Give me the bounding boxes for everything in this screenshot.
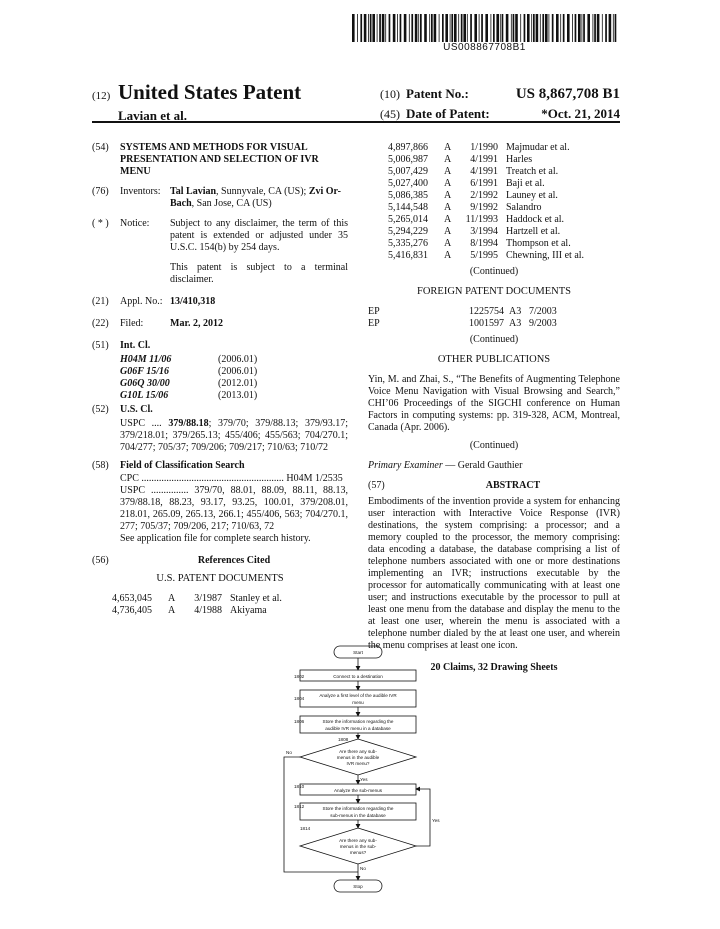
ref-date: 5/1995 — [470, 250, 498, 261]
ref-number: 5,416,831 — [388, 250, 428, 261]
ref-number: 5,006,987 — [388, 154, 428, 165]
foreign-heading: FOREIGN PATENT DOCUMENTS — [416, 286, 572, 297]
appl-no: 13/410,318 — [170, 296, 216, 307]
header-rule — [92, 121, 620, 123]
ref-name: Treatch et al. — [506, 166, 559, 177]
ref-date: 4/1991 — [470, 166, 498, 177]
see-application: See application file for complete search history. — [120, 533, 311, 544]
field-58 — [92, 460, 348, 472]
foreign-row — [368, 318, 620, 330]
ref-name: Harles — [506, 154, 533, 165]
step-1810-label: Analyze the sub-menus — [333, 788, 383, 793]
stop-label: Stop — [353, 884, 363, 889]
uspc-search-line: USPC ............... 379/70, 88.01, 88.09, 88.11, 88.13, 379/88.18, 88.23, 93.17, 93.25, 100.01, 379/208.01, 218.01, 265.09, 265.13, 266.1; 455/406, 563; 704/270.1, 277; 705/37; 709/206, 217; 710/63, 72 — [120, 485, 348, 532]
notice-text — [170, 218, 348, 286]
field-code: (58) — [92, 460, 109, 471]
int-cl-row — [120, 366, 348, 378]
ref-number: 4,897,866 — [388, 142, 428, 153]
field-51 — [92, 340, 348, 352]
int-cl-year: (2006.01) — [218, 354, 258, 365]
ref-number: 5,027,400 — [388, 178, 428, 189]
field-code: (54) — [92, 142, 109, 153]
reference-row — [388, 238, 620, 250]
us-docs-heading: U.S. PATENT DOCUMENTS — [156, 573, 284, 584]
ref-number: 5,294,229 — [388, 226, 428, 237]
ref-name: Salandro — [506, 202, 542, 213]
field-code: (21) — [92, 296, 109, 307]
examiner-name: — Gerald Gauthier — [442, 460, 523, 471]
foreign-row — [368, 306, 620, 318]
right-column — [368, 142, 620, 674]
filed-label: Filed: — [120, 318, 144, 329]
step-1804-label: menu — [352, 700, 364, 705]
ref-1806: 1806 — [294, 719, 305, 724]
reference-row — [388, 190, 620, 202]
ref-date: 2/1992 — [470, 190, 498, 201]
ref-name: Chewning, III et al. — [506, 250, 585, 261]
inventor-location: , San Jose, CA (US) — [191, 198, 272, 209]
field-code: ( * ) — [92, 218, 109, 229]
kind-code: (12) — [92, 90, 111, 102]
ref-number: 4,653,045 — [112, 593, 152, 604]
step-1802-label: Connect to a destination — [333, 674, 383, 679]
reference-row — [112, 605, 348, 617]
ref-kind: A — [444, 250, 452, 261]
int-cl-class: G10L 15/06 — [120, 390, 169, 401]
header-right — [380, 86, 620, 125]
examiner-label: Primary Examiner — [368, 460, 443, 471]
examiner — [368, 460, 620, 472]
refs-right — [388, 142, 620, 262]
field-code: (57) — [368, 480, 385, 491]
fp-country: EP — [368, 306, 380, 317]
start-label: Start — [353, 650, 363, 655]
ref-date: 11/1993 — [465, 214, 498, 225]
fp-country: EP — [368, 318, 380, 329]
step-1806-label: Store the information regarding the — [322, 719, 394, 724]
yes-label: Yes — [432, 818, 440, 823]
ref-number: 5,265,014 — [388, 214, 428, 225]
int-cl-year: (2012.01) — [218, 378, 258, 389]
ref-name: Majmudar et al. — [506, 142, 570, 153]
ref-1812: 1812 — [294, 804, 305, 809]
ref-kind: A — [444, 190, 452, 201]
step-1806-label: audible IVR menu in a database — [325, 726, 391, 731]
abstract-text: Embodiments of the invention provide a system for enhancing user interaction with Interactive Voice Response (IVR) destinations, the system comprising: a processor; and a memory coupled to the processor, the memory comprising: data encoding a database, the database comprising a list of telephone numbers associated with one or more destinations implementing an IVR; instructions executable by the processor for automatically communicating with at least one user; and instructions executable by the processor to pull at least one menu from the database and display the menu to the at least one user, wherein the menu is associated with a telephone number dialed by the at least one user, and wherein the menu comprises at least one icon. — [368, 496, 620, 651]
ref-1808: 1808 — [338, 737, 349, 742]
no-label: No — [286, 750, 292, 755]
appl-no-label: Appl. No.: — [120, 296, 163, 307]
reference-row — [388, 202, 620, 214]
int-cl-row — [120, 354, 348, 366]
uspc-main: 379/88.18 — [168, 418, 209, 429]
ref-1810: 1810 — [294, 784, 305, 789]
us-cl-label: U.S. Cl. — [120, 404, 153, 415]
date-label: Date of Patent: — [406, 106, 490, 121]
ref-date: 4/1991 — [470, 154, 498, 165]
step-1812-label: sub-menus in the database — [330, 813, 386, 818]
ref-date: 3/1987 — [194, 593, 222, 604]
int-cl-class: G06Q 30/00 — [120, 378, 170, 389]
ref-date: 6/1991 — [470, 178, 498, 189]
ref-number: 5,144,548 — [388, 202, 428, 213]
abstract-label: ABSTRACT — [485, 480, 541, 491]
references-label: References Cited — [197, 555, 271, 566]
ref-kind: A — [444, 154, 452, 165]
search-fields — [120, 473, 348, 533]
field-21 — [92, 296, 348, 308]
ref-name: Launey et al. — [506, 190, 558, 201]
ref-number: 5,335,276 — [388, 238, 428, 249]
reference-row — [388, 226, 620, 238]
cpc-line: CPC ......................................................... H04M 1/2535 — [120, 473, 343, 484]
step-1814-label: Are there any sub- — [339, 838, 377, 843]
authors: Lavian et al. — [118, 108, 187, 123]
step-1804-label: Analyze a first level of the audible IVR — [319, 693, 397, 698]
other-pubs-text: Yin, M. and Zhai, S., “The Benefits of Augmenting Telephone Voice Menu Navigation with Visual Browsing and Search,” CHI’06 Proceedings of the SIGCHI conference on Human Factors in computing systems: pp. 319-328, ACM, Montreal, Canada (Apr. 2006). — [368, 374, 620, 433]
continued: (Continued) — [469, 334, 519, 345]
reference-row — [388, 250, 620, 262]
step-1808-label: Are there any sub- — [339, 749, 377, 754]
claims-summary: 20 Claims, 32 Drawing Sheets — [430, 662, 558, 673]
ref-1804: 1804 — [294, 696, 305, 701]
yes-label: Yes — [360, 777, 368, 782]
field-22 — [92, 318, 348, 330]
ref-name: Baji et al. — [506, 178, 545, 189]
left-column — [92, 142, 348, 617]
ref-number: 4,736,405 — [112, 605, 152, 616]
ref-date: 8/1994 — [470, 238, 498, 249]
notice-text-1: Subject to any disclaimer, the term of this patent is extended or adjusted under 35 U.S.C. 154(b) by 254 days. — [170, 218, 348, 253]
inventor-name: Zvi Or-Bach — [170, 186, 341, 209]
ref-kind: A — [444, 142, 452, 153]
field-76 — [92, 186, 348, 210]
int-cl-year: (2013.01) — [218, 390, 258, 401]
inventors — [170, 186, 348, 210]
ref-name: Stanley et al. — [230, 593, 282, 604]
int-cl-row — [120, 378, 348, 390]
foreign-list — [368, 306, 620, 330]
fp-date: 7/2003 — [529, 306, 557, 317]
field-code: (22) — [92, 318, 109, 329]
uspc-rest: ; 379/70; 379/88.13; 379/93.17; 379/218.01; 379/265.13; 455/406; 455/563; 704/270.1; 704/277; 705/37; 709/206; 709/217; 710/63; 710/72 — [120, 418, 349, 453]
step-1814-label: menus? — [349, 850, 367, 855]
continued: (Continued) — [469, 440, 519, 451]
inventor-name: Tal Lavian — [170, 186, 217, 197]
reference-row — [388, 214, 620, 226]
int-cl-year: (2006.01) — [218, 366, 258, 377]
ref-number: 5,007,429 — [388, 166, 428, 177]
ref-kind: A — [444, 226, 452, 237]
barcode — [352, 14, 617, 42]
ref-number: 5,086,385 — [388, 190, 428, 201]
patent-number: US 8,867,708 B1 — [515, 86, 620, 102]
field-code: (56) — [92, 555, 109, 566]
inventors-label: Inventors: — [120, 186, 161, 197]
ref-kind: A — [444, 178, 452, 189]
code-45: (45) — [380, 107, 400, 121]
fp-number: 1225754 — [469, 306, 504, 317]
ref-kind: A — [444, 238, 452, 249]
reference-row — [112, 593, 348, 605]
field-code: (76) — [92, 186, 109, 197]
ref-date: 9/1992 — [470, 202, 498, 213]
publication-number: US008867708B1 — [443, 42, 526, 53]
notice-text-2: This patent is subject to a terminal disclaimer. — [170, 262, 348, 285]
field-52 — [92, 404, 348, 416]
field-56 — [92, 555, 348, 567]
int-cl-class: G06F 15/16 — [120, 366, 169, 377]
ref-1814: 1814 — [300, 826, 311, 831]
refs-left — [112, 593, 348, 617]
reference-row — [388, 166, 620, 178]
int-cl-label: Int. Cl. — [120, 340, 151, 351]
int-cl-class: H04M 11/06 — [120, 354, 172, 365]
reference-row — [388, 142, 620, 154]
fp-kind: A3 — [509, 306, 522, 317]
fp-number: 1001597 — [469, 318, 504, 329]
int-cl-list — [120, 354, 348, 402]
step-1814-label: menus in the sub- — [339, 844, 377, 849]
field-code: (52) — [92, 404, 109, 415]
patent-title-header: United States Patent — [118, 80, 302, 104]
ref-name: Haddock et al. — [506, 214, 565, 225]
abstract-heading — [368, 480, 620, 492]
other-pubs-heading: OTHER PUBLICATIONS — [437, 354, 551, 365]
notice-label: Notice: — [120, 218, 150, 229]
filed-date: Mar. 2, 2012 — [170, 318, 223, 329]
header-left — [92, 80, 301, 124]
step-1808-label: menus in the audible — [336, 755, 380, 760]
field-54 — [92, 142, 348, 178]
ref-date: 1/1990 — [470, 142, 498, 153]
no-label: No — [360, 866, 366, 871]
ref-name: Thompson et al. — [506, 238, 571, 249]
fp-date: 9/2003 — [529, 318, 557, 329]
search-label: Field of Classification Search — [120, 460, 245, 471]
ref-date: 4/1988 — [194, 605, 222, 616]
reference-row — [388, 154, 620, 166]
patent-no-label: Patent No.: — [406, 86, 469, 101]
uspc-lead: USPC .... — [120, 418, 162, 429]
ref-date: 3/1994 — [470, 226, 498, 237]
code-10: (10) — [380, 87, 400, 101]
step-1808-label: IVR menu? — [346, 761, 370, 766]
reference-row — [388, 178, 620, 190]
field-code: (51) — [92, 340, 109, 351]
ref-name: Hartzell et al. — [506, 226, 561, 237]
ref-name: Akiyama — [230, 605, 267, 616]
step-1812-label: Store the information regarding the — [322, 806, 394, 811]
ref-kind: A — [168, 605, 176, 616]
ref-kind: A — [444, 202, 452, 213]
ref-kind: A — [444, 214, 452, 225]
ref-kind: A — [168, 593, 176, 604]
field-notice — [92, 218, 348, 286]
ref-kind: A — [444, 166, 452, 177]
continued: (Continued) — [469, 266, 519, 277]
patent-date: *Oct. 21, 2014 — [541, 106, 620, 121]
uspc — [120, 418, 348, 454]
inventor-location: , Sunnyvale, CA (US); — [216, 186, 307, 197]
fp-kind: A3 — [509, 318, 522, 329]
ref-1802: 1802 — [294, 674, 305, 679]
invention-title: SYSTEMS AND METHODS FOR VISUAL PRESENTATION AND SELECTION OF IVR MENU — [120, 142, 319, 177]
int-cl-row — [120, 390, 348, 402]
flowchart — [270, 640, 510, 920]
